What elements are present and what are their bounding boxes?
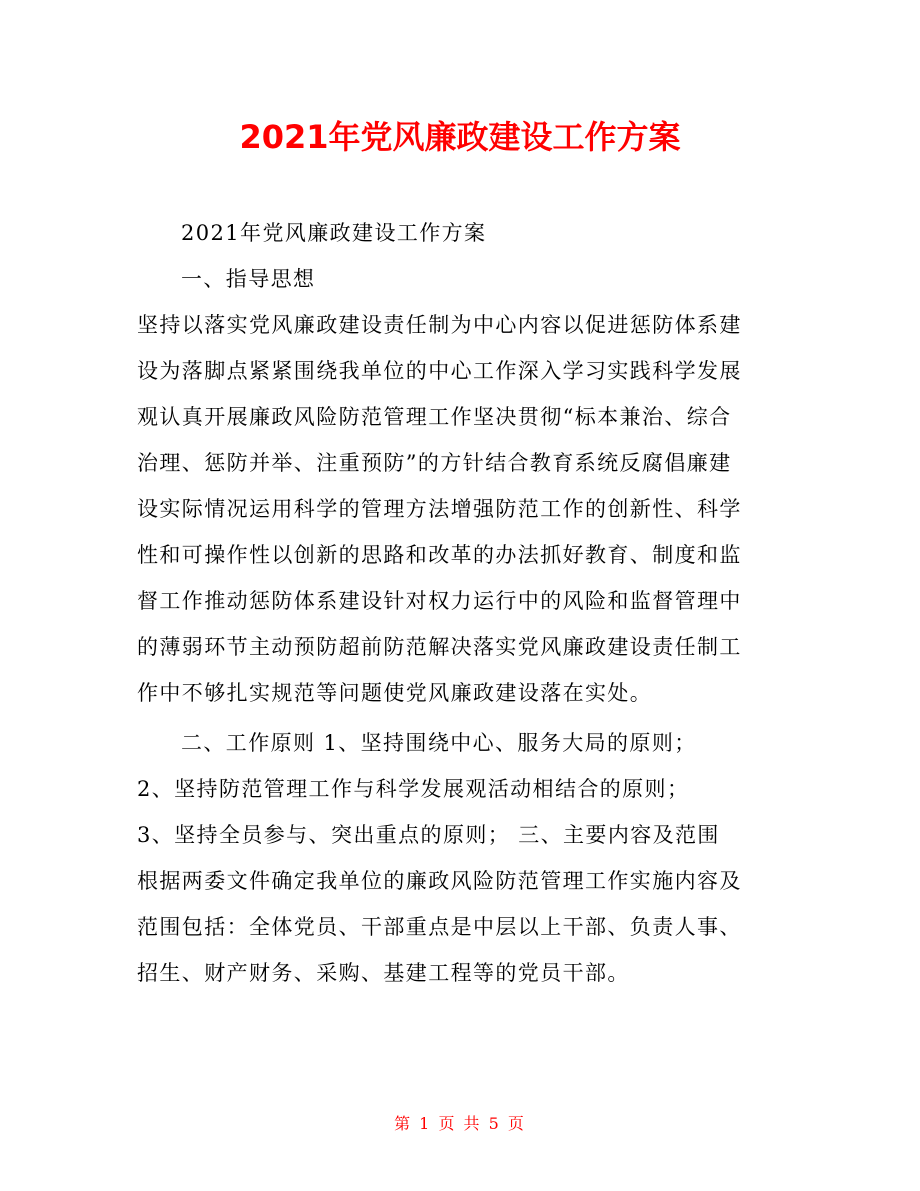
page-footer: 第 1 页 共 5 页 bbox=[394, 1114, 526, 1133]
body-line: 设为落脚点紧紧围绕我单位的中心工作深入学习实践科学发展 bbox=[137, 359, 742, 383]
body-line: 坚持以落实党风廉政建设责任制为中心内容以促进惩防体系建 bbox=[137, 313, 742, 337]
document-title: 2021年党风廉政建设工作方案 bbox=[239, 118, 681, 156]
body-line: 作中不够扎实规范等问题使党风廉政建设落在实处。 bbox=[137, 681, 653, 705]
body-line: 招生、财产财务、采购、基建工程等的党员干部。 bbox=[137, 961, 630, 985]
body-line: 范围包括：全体党员、干部重点是中层以上干部、负责人事、 bbox=[137, 915, 742, 939]
body-line: 治理、惩防并举、注重预防”的方针结合教育系统反腐倡廉建 bbox=[137, 451, 732, 475]
body-line: 根据两委文件确定我单位的廉政风险防范管理工作实施内容及 bbox=[137, 869, 742, 893]
body-line: 观认真开展廉政风险防范管理工作坚决贯彻“标本兼治、综合 bbox=[137, 405, 732, 429]
body-line-subtitle: 2021年党风廉政建设工作方案 bbox=[181, 221, 487, 245]
body-line: 设实际情况运用科学的管理方法增强防范工作的创新性、科学 bbox=[137, 497, 742, 521]
body-line: 性和可操作性以创新的思路和改革的办法抓好教育、制度和监 bbox=[137, 543, 742, 567]
body-line: 3、坚持全员参与、突出重点的原则； 三、主要内容及范围 bbox=[137, 823, 720, 847]
section-heading-guiding-ideology: 一、指导思想 bbox=[181, 267, 316, 291]
section-heading-work-principles: 二、工作原则 1、坚持围绕中心、服务大局的原则； bbox=[181, 731, 697, 755]
body-line: 督工作推动惩防体系建设针对权力运行中的风险和监督管理中 bbox=[137, 589, 742, 613]
document-body bbox=[137, 210, 785, 996]
body-line: 2、坚持防范管理工作与科学发展观活动相结合的原则； bbox=[137, 777, 690, 801]
body-line: 的薄弱环节主动预防超前防范解决落实党风廉政建设责任制工 bbox=[137, 635, 742, 659]
